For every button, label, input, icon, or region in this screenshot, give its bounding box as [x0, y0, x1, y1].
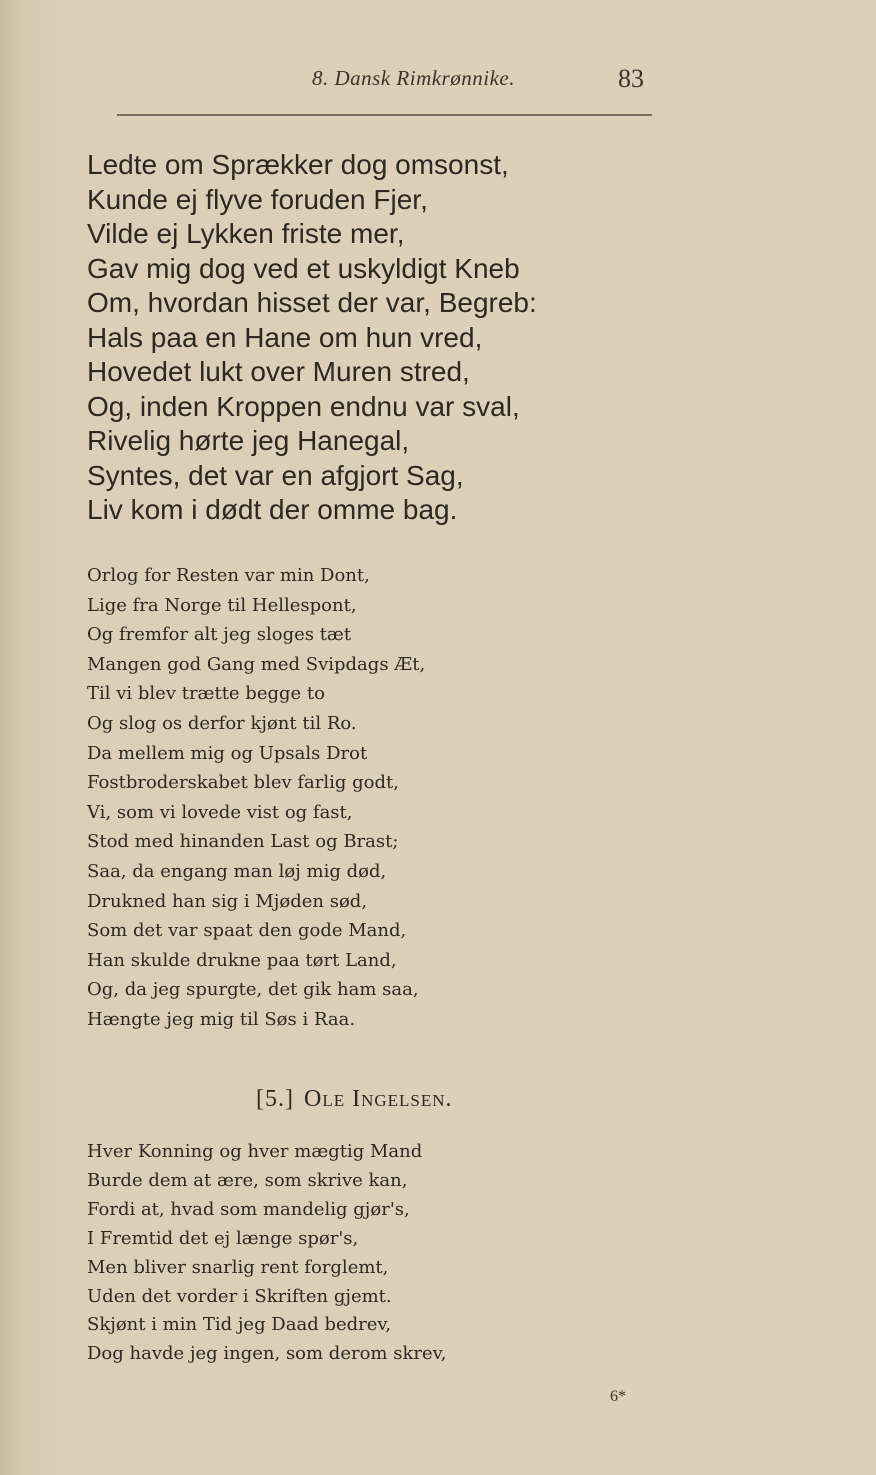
verse-line: Gav mig dog ved et uskyldigt Kneb — [87, 252, 520, 284]
verse-line: Rivelig hørte jeg Hanegal, — [87, 425, 410, 456]
verse-line: Og, da jeg spurgte, det gik ham saa, — [87, 979, 419, 1001]
verse-line: Drukned han sig i Mjøden sød, — [87, 890, 368, 912]
verse-line: Stod med hinanden Last og Brast; — [87, 831, 399, 853]
signature-mark: 6* — [610, 1388, 626, 1405]
verse-line: Og fremfor alt jeg sloges tæt — [87, 624, 352, 646]
verse-line: Og slog os derfor kjønt til Ro. — [87, 712, 357, 734]
verse-line: Hals paa en Hane om hun vred, — [87, 321, 483, 353]
verse-line: Men bliver snarlig rent forglemt, — [87, 1256, 389, 1278]
verse-line: Syntes, det var en afgjort Sag, — [87, 459, 464, 491]
verse-line: Som det var spaat den gode Mand, — [87, 920, 407, 942]
verse-line: Ledte om Sprækker dog omsonst, — [87, 149, 509, 180]
verse-line: Dog havde jeg ingen, som derom skrev, — [87, 1343, 447, 1365]
verse-line: Liv kom i dødt der omme bag. — [87, 494, 458, 525]
verse-line: Om, hvordan hisset der var, Begreb: — [87, 287, 537, 318]
verse-line: Hovedet lukt over Muren stred, — [87, 356, 470, 387]
verse-line: Fostbroderskabet blev farlig godt, — [87, 772, 399, 794]
page-number: 83 — [618, 64, 644, 93]
verse-line: Han skulde drukne paa tørt Land, — [87, 949, 397, 971]
verse-line: Til vi blev trætte begge to — [87, 683, 325, 705]
poem-stanza-section — [87, 1138, 446, 1369]
verse-line: Lige fra Norge til Hellespont, — [87, 594, 357, 616]
verse-line: Burde dem at ære, som skrive kan, — [87, 1169, 408, 1191]
section-title: Ole Ingelsen. — [303, 1086, 453, 1112]
running-title: 8. Dansk Rimkrønnike. — [312, 66, 515, 90]
verse-line: Orlog for Resten var min Dont, — [87, 565, 370, 586]
verse-line: Vilde ej Lykken friste mer, — [87, 218, 405, 249]
poem-stanza-large — [87, 148, 537, 528]
verse-line: Mangen god Gang med Svipdags Æt, — [87, 653, 426, 675]
poem-stanza-small — [87, 561, 425, 1035]
verse-line: Uden det vorder i Skriften gjemt. — [87, 1285, 392, 1307]
section-heading — [256, 1086, 453, 1113]
verse-line: Saa, da engang man løj mig død, — [87, 860, 387, 882]
verse-line: Vi, som vi lovede vist og fast, — [87, 801, 353, 823]
verse-line: Fordi at, hvad som mandelig gjør's, — [87, 1198, 410, 1220]
section-number: [5.] — [256, 1086, 294, 1112]
verse-line: Kunde ej flyve foruden Fjer, — [87, 183, 428, 215]
verse-line: Hængte jeg mig til Søs i Raa. — [87, 1008, 356, 1030]
page-header — [0, 66, 876, 96]
verse-line: Da mellem mig og Upsals Drot — [87, 742, 368, 764]
verse-line: Skjønt i min Tid jeg Daad bedrev, — [87, 1314, 392, 1336]
header-rule — [117, 114, 652, 116]
verse-line: Hver Konning og hver mægtig Mand — [87, 1141, 423, 1162]
verse-line: I Fremtid det ej længe spør's, — [87, 1227, 359, 1249]
verse-line: Og, inden Kroppen endnu var sval, — [87, 390, 520, 422]
